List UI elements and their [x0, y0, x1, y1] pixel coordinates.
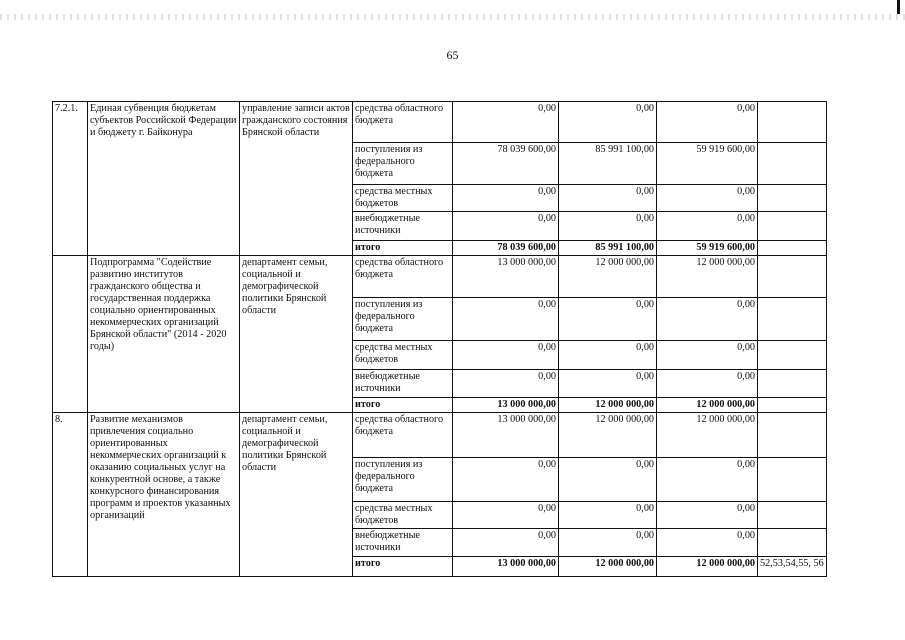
amount-year-3: 0,00	[657, 529, 758, 557]
amount-year-2: 12 000 000,00	[559, 557, 657, 577]
amount-year-2: 85 991 100,00	[559, 241, 657, 256]
indicator-reference	[758, 241, 827, 256]
amount-year-2: 0,00	[559, 212, 657, 241]
source-local-budgets: средства местных бюджетов	[353, 185, 453, 212]
amount-year-1: 0,00	[453, 298, 559, 341]
amount-year-3: 59 919 600,00	[657, 143, 758, 185]
indicator-reference: 52,53,54,55, 56	[758, 557, 827, 577]
indicator-reference	[758, 341, 827, 370]
amount-year-1: 13 000 000,00	[453, 398, 559, 413]
amount-year-2: 12 000 000,00	[559, 256, 657, 298]
amount-year-1: 0,00	[453, 458, 559, 502]
source-total: итого	[353, 398, 453, 413]
scan-edge-mark	[897, 0, 900, 14]
indicator-reference	[758, 370, 827, 398]
source-off-budget: внебюджетные источники	[353, 212, 453, 241]
table-row	[53, 102, 827, 143]
source-federal-budget: поступления из федерального бюджета	[353, 458, 453, 502]
section-responsible: департамент семьи, социальной и демографической политики Брянской области	[240, 413, 353, 577]
amount-year-1: 0,00	[453, 529, 559, 557]
amount-year-2: 0,00	[559, 370, 657, 398]
amount-year-2: 85 991 100,00	[559, 143, 657, 185]
amount-year-1: 0,00	[453, 502, 559, 529]
indicator-reference	[758, 185, 827, 212]
amount-year-3: 0,00	[657, 185, 758, 212]
amount-year-3: 12 000 000,00	[657, 413, 758, 458]
indicator-reference	[758, 413, 827, 458]
amount-year-1: 0,00	[453, 102, 559, 143]
source-local-budgets: средства местных бюджетов	[353, 341, 453, 370]
source-regional-budget: средства областного бюджета	[353, 256, 453, 298]
amount-year-2: 0,00	[559, 341, 657, 370]
source-regional-budget: средства областного бюджета	[353, 102, 453, 143]
indicator-reference	[758, 502, 827, 529]
amount-year-2: 0,00	[559, 458, 657, 502]
source-off-budget: внебюджетные источники	[353, 529, 453, 557]
amount-year-1: 13 000 000,00	[453, 256, 559, 298]
amount-year-2: 0,00	[559, 102, 657, 143]
source-regional-budget: средства областного бюджета	[353, 413, 453, 458]
section-responsible: департамент семьи, социальной и демографической политики Брянской области	[240, 256, 353, 413]
indicator-reference	[758, 256, 827, 298]
section-number: 8.	[53, 413, 88, 577]
amount-year-1: 0,00	[453, 341, 559, 370]
amount-year-3: 0,00	[657, 298, 758, 341]
source-federal-budget: поступления из федерального бюджета	[353, 143, 453, 185]
amount-year-3: 0,00	[657, 458, 758, 502]
indicator-reference	[758, 102, 827, 143]
amount-year-1: 0,00	[453, 370, 559, 398]
amount-year-2: 12 000 000,00	[559, 413, 657, 458]
amount-year-3: 59 919 600,00	[657, 241, 758, 256]
section-responsible: управление записи актов гражданского состояния Брянской области	[240, 102, 353, 256]
amount-year-2: 0,00	[559, 502, 657, 529]
indicator-reference	[758, 529, 827, 557]
amount-year-3: 0,00	[657, 341, 758, 370]
indicator-reference	[758, 298, 827, 341]
indicator-reference	[758, 212, 827, 241]
amount-year-1: 78 039 600,00	[453, 143, 559, 185]
amount-year-2: 0,00	[559, 298, 657, 341]
indicator-reference	[758, 458, 827, 502]
section-number	[53, 256, 88, 413]
amount-year-3: 0,00	[657, 102, 758, 143]
section-name: Подпрограмма "Содействие развитию институтов гражданского общества и государственная поддержка социально ориентированных некоммерческих организаций Брянской области" (2014 - 2020 годы)	[88, 256, 240, 413]
budget-table	[52, 101, 827, 577]
table-row	[53, 413, 827, 458]
source-off-budget: внебюджетные источники	[353, 370, 453, 398]
table-row	[53, 256, 827, 298]
source-federal-budget: поступления из федерального бюджета	[353, 298, 453, 341]
amount-year-3: 0,00	[657, 212, 758, 241]
amount-year-2: 12 000 000,00	[559, 398, 657, 413]
source-total: итого	[353, 557, 453, 577]
source-local-budgets: средства местных бюджетов	[353, 502, 453, 529]
section-number: 7.2.1.	[53, 102, 88, 256]
amount-year-1: 13 000 000,00	[453, 413, 559, 458]
amount-year-2: 0,00	[559, 529, 657, 557]
section-name: Развитие механизмов привлечения социально ориентированных некоммерческих организаций к оказанию социальных услуг на конкурентной основе, а также конкурсного финансирования программ и проектов указанных организаций	[88, 413, 240, 577]
amount-year-3: 12 000 000,00	[657, 256, 758, 298]
amount-year-1: 13 000 000,00	[453, 557, 559, 577]
indicator-reference	[758, 398, 827, 413]
amount-year-2: 0,00	[559, 185, 657, 212]
amount-year-1: 78 039 600,00	[453, 241, 559, 256]
indicator-reference	[758, 143, 827, 185]
amount-year-3: 12 000 000,00	[657, 398, 758, 413]
amount-year-1: 0,00	[453, 185, 559, 212]
scan-artifact-line	[0, 14, 905, 20]
budget-table-body	[53, 102, 827, 577]
amount-year-3: 0,00	[657, 502, 758, 529]
page-number: 65	[446, 48, 459, 62]
source-total: итого	[353, 241, 453, 256]
amount-year-3: 12 000 000,00	[657, 557, 758, 577]
amount-year-3: 0,00	[657, 370, 758, 398]
section-name: Единая субвенция бюджетам субъектов Российской Федерации и бюджету г. Байконура	[88, 102, 240, 256]
amount-year-1: 0,00	[453, 212, 559, 241]
